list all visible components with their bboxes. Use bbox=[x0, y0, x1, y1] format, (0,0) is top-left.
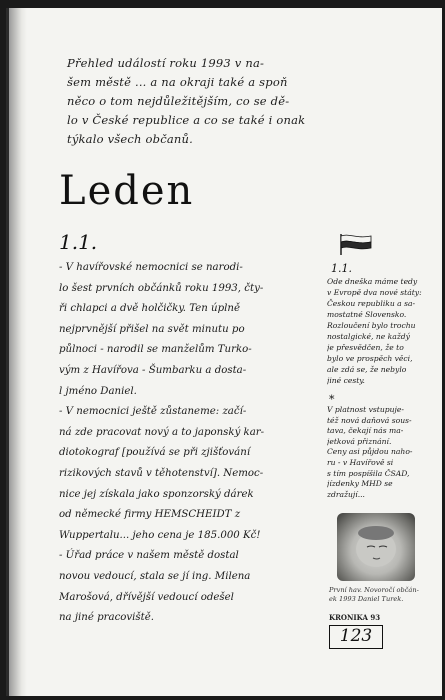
main-line: - V havířovské nemocnici se narodi- bbox=[59, 262, 243, 273]
main-line: l jméno Daniel. bbox=[59, 385, 137, 397]
kronika-label: KRONIKA 93 bbox=[329, 613, 381, 622]
photo-caption bbox=[329, 586, 441, 603]
side-line: je přesvědčen, že to bbox=[327, 343, 404, 352]
side-line: bylo ve prospěch věci, bbox=[327, 354, 413, 363]
month-heading: Leden bbox=[59, 168, 195, 214]
side-line: v Evropě dva nové státy: bbox=[327, 288, 422, 297]
side-line: též nová daňová sous- bbox=[327, 415, 412, 425]
intro-line: lo v České republice a co se také i onak bbox=[67, 113, 306, 127]
main-line: ři chlapci a dvě holčičky. Ten úplně bbox=[59, 303, 240, 315]
chronicle-page bbox=[6, 8, 442, 696]
main-line: Marošová, dřívější vedoucí odešel bbox=[59, 591, 234, 603]
baby-photo bbox=[337, 513, 415, 581]
side-line: Ceny asi půjdou naho- bbox=[327, 447, 413, 457]
intro-line: šem městě ... a na okraji také a spoň bbox=[67, 75, 288, 89]
book-spine-shadow bbox=[9, 8, 27, 696]
main-line: lo šest prvních občánků roku 1993, čty- bbox=[59, 282, 264, 294]
caption-line: První hav. Novoročí občán- bbox=[329, 586, 419, 594]
side-line: jiné cesty. bbox=[327, 376, 365, 385]
main-line: - V nemocnici ještě zůstaneme: začí- bbox=[59, 406, 247, 418]
main-line: Wuppertalu... jeho cena je 185.000 Kč! bbox=[59, 529, 261, 541]
main-line: nice jej získala jako sponzorský dárek bbox=[59, 488, 254, 500]
side-line: ru - v Havířově si bbox=[327, 457, 394, 467]
side-line: Českou republiku a sa- bbox=[327, 299, 416, 308]
side-line: jetková přiznání. bbox=[327, 436, 392, 446]
side-note-1 bbox=[327, 276, 437, 386]
side-note-2 bbox=[327, 405, 437, 500]
star-separator: * bbox=[329, 393, 335, 406]
side-line: zdražují... bbox=[327, 489, 365, 499]
main-line: - Úřad práce v našem městě dostal bbox=[59, 550, 239, 562]
side-line: tava, čekají nás ma- bbox=[327, 426, 404, 436]
main-line: od německé firmy HEMSCHEIDT z bbox=[59, 509, 241, 521]
side-line: mostatné Slovensko. bbox=[327, 310, 407, 319]
main-line: rizikových stavů v těhotenství]. Nemoc- bbox=[59, 467, 264, 479]
intro-paragraph bbox=[67, 54, 337, 149]
caption-line: ek 1993 Daniel Turek. bbox=[329, 594, 404, 603]
side-line: s tím pospíšila ČSAD, bbox=[327, 468, 410, 478]
intro-line: něco o tom nejdůležitějším, co se dě- bbox=[67, 94, 290, 108]
main-line: na jiné pracoviště. bbox=[59, 612, 155, 624]
main-line: půlnoci - narodil se manželům Turko- bbox=[59, 344, 252, 356]
page-number: 123 bbox=[329, 625, 383, 649]
main-line: novou vedoucí, stala se jí ing. Milena bbox=[59, 570, 251, 582]
baby-face-icon bbox=[337, 513, 415, 581]
side-line: V platnost vstupuje- bbox=[327, 405, 404, 414]
side-day-heading: 1.1. bbox=[331, 262, 352, 275]
side-line: jízdenky MHD se bbox=[327, 479, 393, 489]
side-line: nostalgické, ne každý bbox=[327, 332, 410, 341]
main-line: nejprvnější přišel na svět minutu po bbox=[59, 323, 245, 335]
intro-line: Přehled událostí roku 1993 v na- bbox=[67, 56, 265, 70]
side-line: ale zdá se, že nebylo bbox=[327, 365, 407, 374]
main-day-heading: 1.1. bbox=[59, 230, 98, 254]
flag-icon bbox=[339, 233, 373, 255]
intro-line: týkalo všech občanů. bbox=[67, 132, 193, 146]
main-line: ná zde pracovat nový a to japonský kar- bbox=[59, 426, 265, 438]
main-line: diotokograf [používá se při zjišťování bbox=[59, 447, 251, 459]
side-line: Ode dneška máme tedy bbox=[327, 277, 418, 286]
main-entry-text bbox=[59, 258, 321, 629]
main-line: vým z Havířova - Šumbarku a dosta- bbox=[59, 364, 247, 376]
side-line: Rozloučení bylo trochu bbox=[327, 321, 416, 330]
